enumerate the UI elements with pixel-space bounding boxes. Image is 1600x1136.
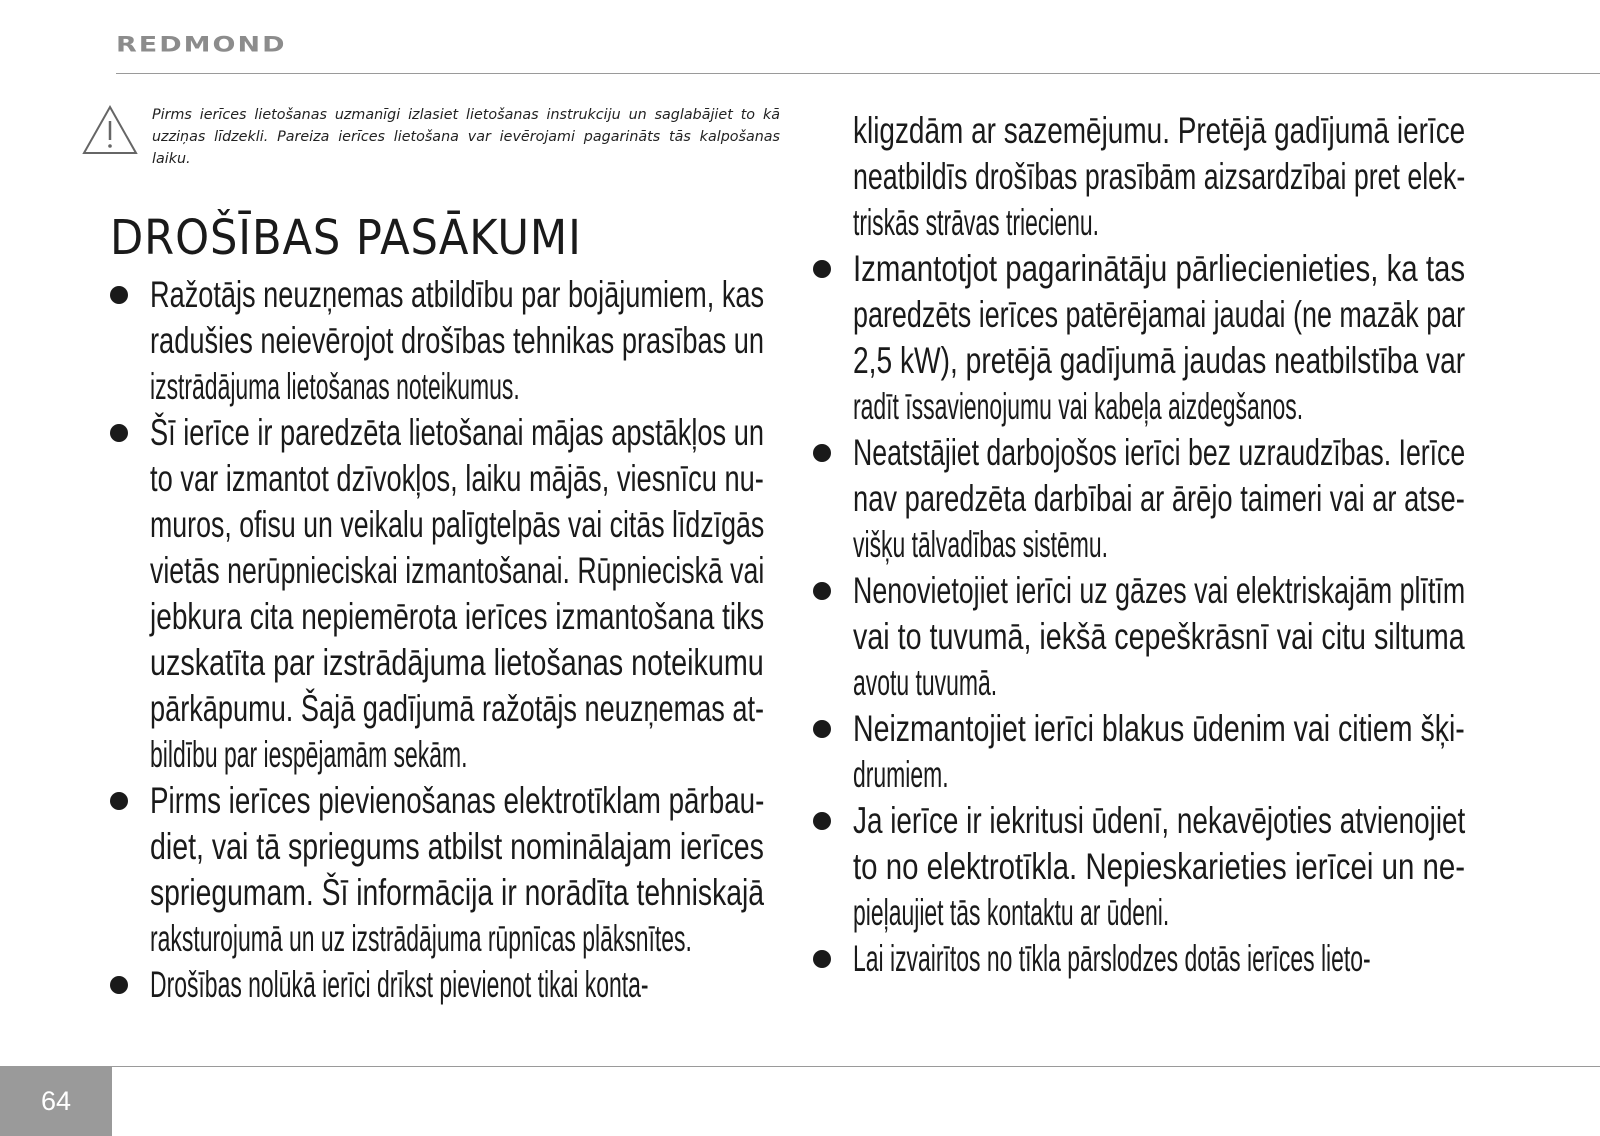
list-item-line: neatbildīs drošības prasībām aizsardzībai pret elek- [853,156,1466,197]
list-item-line: drumiem. [853,754,949,795]
list-item-line: Pirms ierīces pievienošanas elektrotīklam pārbau- [150,780,765,821]
warning-triangle-icon [81,104,139,156]
list-item-line: bildību par iespējamām sekām. [150,734,468,775]
list-item-line: 2,5 kW), pretējā gadījumā jaudas neatbilstība var [853,340,1466,381]
list-item-line: kligzdām ar sazemējumu. Pretējā gadījumā ierīce [853,110,1466,151]
list-bullet [813,812,831,830]
list-bullet [813,582,831,600]
list-item-line: vai to tuvumā, iekšā cepeškrāsnī vai citu siltuma [853,616,1465,657]
list-item-line: vietās nerūpnieciskai izmantošanai. Rūpnieciskā vai [150,550,765,591]
list-item-line: radušies neievērojot drošības tehnikas prasības un [150,320,765,361]
list-item-line: Neatstājiet darbojošos ierīci bez uzraudzības. Ierīce [853,432,1466,473]
list-item-line: Neizmantojiet ierīci blakus ūdenim vai citiem šķi- [853,708,1465,749]
list-item-line: pieļaujiet tās kontaktu ar ūdeni. [853,892,1170,933]
list-bullet [813,720,831,738]
list-bullet [813,444,831,462]
page-number: 64 [0,1067,112,1136]
list-item-line: Ja ierīce ir iekritusi ūdenī, nekavējoties atvienojiet [853,800,1466,841]
list-item-line: uzskatīta par izstrādājuma lietošanas noteikumu [150,642,764,683]
list-item-line: Drošības nolūkā ierīci drīkst pievienot tikai konta- [150,964,649,1005]
list-item-line: to no elektrotīkla. Nepieskarieties ierīcei un ne- [853,846,1466,887]
list-item-line: raksturojumā un uz izstrādājuma rūpnīcas plāksnītes. [150,918,692,959]
list-item-line: višķu tālvadības sistēmu. [853,524,1109,565]
list-item-line: nav paredzēta darbībai ar ārējo taimeri vai ar atse- [853,478,1465,519]
list-item-line: to var izmantot dzīvokļos, laiku mājās, viesnīcu nu- [150,458,764,499]
list-item-line: paredzēts ierīces patērējamai jaudai (ne mazāk par [853,294,1466,335]
list-bullet [110,792,128,810]
list-bullet [110,976,128,994]
list-bullet [813,260,831,278]
list-item-line: Šī ierīce ir paredzēta lietošanai mājas apstākļos un [150,412,764,453]
usage-notice: Pirms ierīces lietošanas uzmanīgi izlasiet lietošanas instrukciju un saglabājiet to kā uzziņas līdzekli. Pareiza ierīces lietošana var ievērojami pagarināts tās kalpošanas laiku. [152,107,780,167]
section-heading: DROŠĪBAS PASĀKUMI [110,210,582,266]
list-item-line: Lai izvairītos no tīkla pārslodzes dotās ierīces lieto- [853,938,1371,979]
list-item-line: diet, vai tā spriegums atbilst nominālajam ierīces [150,826,764,867]
list-bullet [110,424,128,442]
list-bullet [813,950,831,968]
list-item-line: izstrādājuma lietošanas noteikumus. [150,366,520,407]
list-item-line: Ražotājs neuzņemas atbildību par bojājumiem, kas [150,274,765,315]
footer-divider [0,1066,1600,1067]
list-item-line: Nenovietojiet ierīci uz gāzes vai elektriskajām plītīm [853,570,1466,611]
list-item-line: avotu tuvumā. [853,662,998,703]
list-item-line: spriegumam. Šī informācija ir norādīta tehniskajā [150,872,765,913]
list-item-line: Izmantotjot pagarinātāju pārliecienieties, ka tas [853,248,1466,289]
list-bullet [110,286,128,304]
list-item-line: pārkāpumu. Šajā gadījumā ražotājs neuzņemas at- [150,688,765,729]
header-divider [116,73,1600,74]
brand-logo: REDMOND [116,33,287,58]
list-item-line: triskās strāvas triecienu. [853,202,1100,243]
list-item-line: muros, ofisu un veikalu palīgtelpās vai citās līdzīgās [150,504,765,545]
list-item-line: radīt īssavienojumu vai kabeļa aizdegšanos. [853,386,1304,427]
list-item-line: jebkura cita nepiemērota ierīces izmantošana tiks [150,596,765,637]
